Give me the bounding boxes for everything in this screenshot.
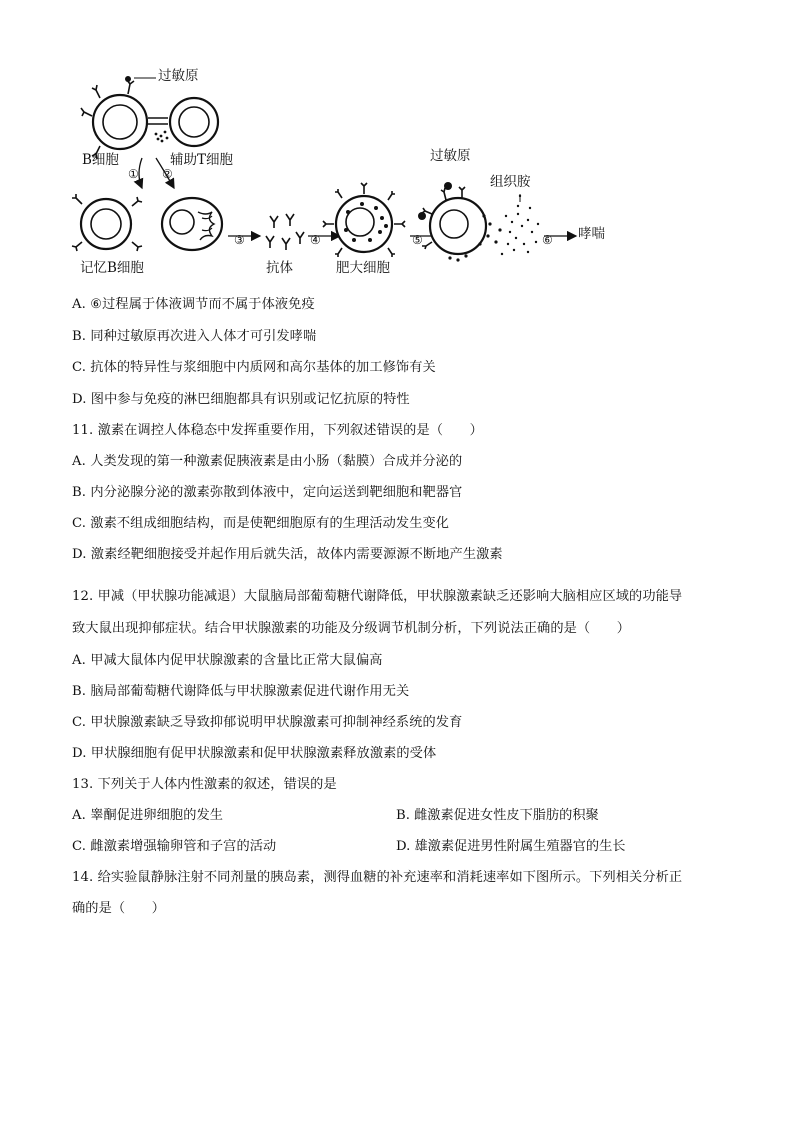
q12-stem-line-2: 致大鼠出现抑郁症状。结合甲状腺激素的功能及分级调节机制分析，下列说法正确的是（ ） — [72, 621, 631, 636]
histamine-graphic — [501, 195, 539, 255]
q10-option-a: A. ⑥过程属于体液调节而不属于体液免疫 — [72, 297, 315, 312]
label-step-1: ① — [128, 167, 139, 181]
q11-option-b: B. 内分泌腺分泌的激素弥散到体液中，定向运送到靶细胞和靶器官 — [72, 485, 463, 500]
q12-option-a: A. 甲减大鼠体内促甲状腺激素的含量比正常大鼠偏高 — [72, 653, 383, 668]
label-wheeze: 哮喘 — [578, 226, 605, 242]
q12-option-b: B. 脑局部葡萄糖代谢降低与甲状腺激素促进代谢作用无关 — [72, 684, 410, 699]
label-b-cell: B细胞 — [82, 152, 119, 168]
q11-stem: 11. 激素在调控人体稳态中发挥重要作用，下列叙述错误的是（ ） — [72, 423, 483, 438]
helper-t-cell-graphic — [148, 98, 218, 146]
b-cell-graphic — [81, 76, 147, 159]
q11-option-c: C. 激素不组成细胞结构，而是使靶细胞原有的生理活动发生变化 — [72, 516, 450, 531]
q13-option-a: A. 睾酮促进卵细胞的发生 — [72, 808, 224, 823]
degranulating-mast-cell-graphic — [422, 187, 502, 262]
diagram-drawing — [70, 66, 630, 286]
q11-option-d: D. 激素经靶细胞接受并起作用后就失活，故体内需要源源不断地产生激素 — [72, 547, 503, 562]
q11-option-a: A. 人类发现的第一种激素促胰液素是由小肠（黏膜）合成并分泌的 — [72, 454, 463, 469]
q12-option-d: D. 甲状腺细胞有促甲状腺激素和促甲状腺激素释放激素的受体 — [72, 746, 437, 761]
label-memory-b-cell: 记忆B细胞 — [80, 260, 144, 276]
q10-option-c: C. 抗体的特异性与浆细胞中内质网和高尔基体的加工修饰有关 — [72, 360, 436, 375]
q12-option-c: C. 甲状腺激素缺乏导致抑郁说明甲状腺激素可抑制神经系统的发育 — [72, 715, 463, 730]
q13-option-c: C. 雌激素增强输卵管和子宫的活动 — [72, 839, 277, 854]
plasma-cell-graphic — [162, 198, 222, 250]
q14-stem-line-1: 14. 给实验鼠静脉注射不同剂量的胰岛素，测得血糖的补充速率和消耗速率如下图所示。下列相关分析正 — [72, 870, 683, 885]
label-histamine: 组织胺 — [490, 174, 531, 190]
label-antibody: 抗体 — [266, 260, 293, 276]
label-helper-t-cell: 辅助T细胞 — [170, 152, 234, 168]
label-step-3: ③ — [234, 233, 245, 247]
label-allergen-top: 过敏原 — [158, 68, 199, 84]
q14-stem-line-2: 确的是（ ） — [72, 901, 166, 916]
label-step-4: ④ — [310, 233, 321, 247]
q10-option-b: B. 同种过敏原再次进入人体才可引发哮喘 — [72, 329, 317, 344]
q12-stem-line-1: 12. 甲减（甲状腺功能减退）大鼠脑局部葡萄糖代谢降低，甲状腺激素缺乏还影响大脑相应区域的功能导 — [72, 589, 683, 604]
antibodies-graphic — [266, 214, 304, 250]
label-step-2: ② — [162, 167, 173, 181]
label-mast-cell: 肥大细胞 — [336, 260, 390, 276]
q13-option-b: B. 雌激素促进女性皮下脂肪的积聚 — [396, 808, 599, 823]
allergy-mechanism-diagram — [70, 66, 630, 286]
label-allergen-right: 过敏原 — [430, 148, 471, 164]
q13-option-d: D. 雄激素促进男性附属生殖器官的生长 — [396, 839, 626, 854]
label-step-6: ⑥ — [542, 233, 553, 247]
label-step-5: ⑤ — [412, 233, 423, 247]
q10-option-d: D. 图中参与免疫的淋巴细胞都具有识别或记忆抗原的特性 — [72, 392, 410, 407]
memory-b-cell-graphic — [72, 194, 142, 251]
q13-stem: 13. 下列关于人体内性激素的叙述，错误的是 — [72, 777, 337, 792]
mast-cell-graphic — [323, 183, 405, 257]
